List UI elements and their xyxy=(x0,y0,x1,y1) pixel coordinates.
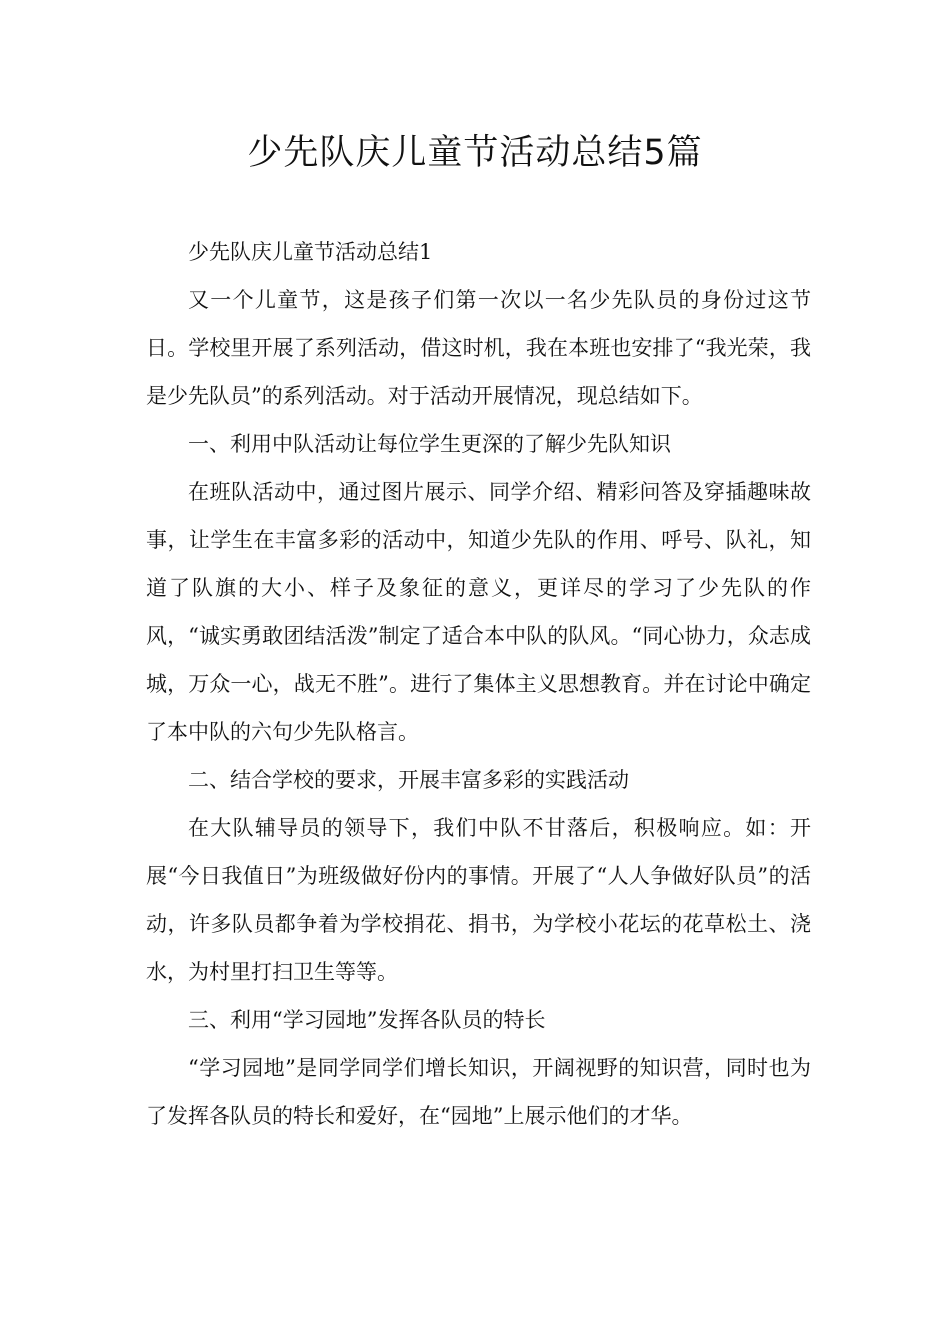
point-1-paragraph: 在班队活动中，通过图片展示、同学介绍、精彩问答及穿插趣味故事，让学生在丰富多彩的活动中，知道少先队的作用、呼号、队礼，知道了队旗的大小、样子及象征的意义，更详尽的学习了少先队的作风，“诚实勇敢团结活泼”制定了适合本中队的队风。“同心协力，众志成城，万众一心，战无不胜”。进行了集体主义思想教育。并在讨论中确定了本中队的六句少先队格言。 xyxy=(146,480,811,744)
document-body xyxy=(146,228,811,1140)
point-3-paragraph: “学习园地”是同学同学们增长知识，开阔视野的知识营，同时也为了发挥各队员的特长和爱好，在“园地”上展示他们的才华。 xyxy=(146,1056,811,1128)
document-title: 少先队庆儿童节活动总结5篇 xyxy=(247,133,703,173)
point-2-title: 二、结合学校的要求，开展丰富多彩的实践活动 xyxy=(188,768,629,792)
point-3-title: 三、利用“学习园地”发挥各队员的特长 xyxy=(188,1008,546,1032)
intro-paragraph: 又一个儿童节，这是孩子们第一次以一名少先队员的身份过这节日。学校里开展了系列活动，借这时机，我在本班也安排了“我光荣，我是少先队员”的系列活动。对于活动开展情况，现总结如下。 xyxy=(146,288,811,408)
point-2-paragraph: 在大队辅导员的领导下，我们中队不甘落后，积极响应。如：开展“今日我值日”为班级做好份内的事情。开展了“人人争做好队员”的活动，许多队员都争着为学校捐花、捐书，为学校小花坛的花草松土、浇水，为村里打扫卫生等等。 xyxy=(146,816,811,984)
point-1-title: 一、利用中队活动让每位学生更深的了解少先队知识 xyxy=(188,432,671,456)
section-heading: 少先队庆儿童节活动总结1 xyxy=(188,240,433,264)
